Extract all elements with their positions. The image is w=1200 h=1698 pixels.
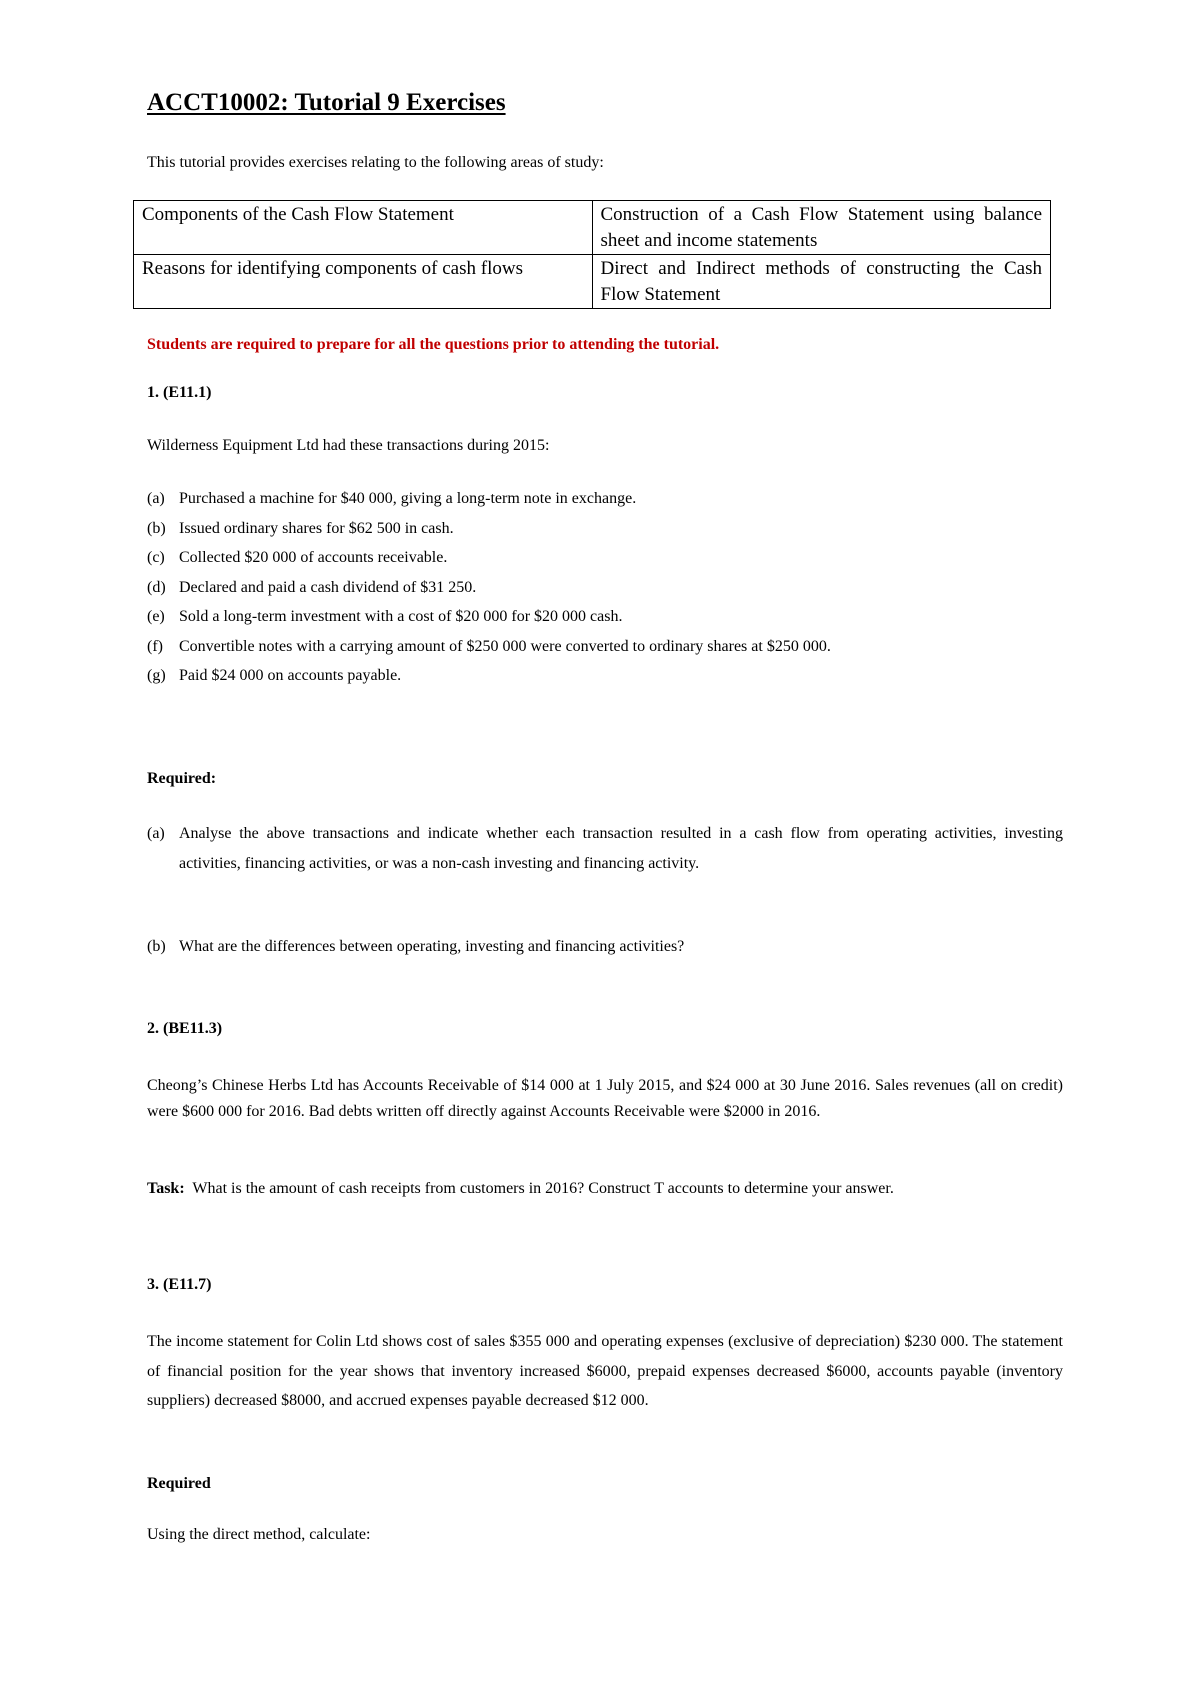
list-item: [147, 932, 1063, 962]
list-item: [147, 661, 1063, 691]
item-text: Convertible notes with a carrying amount of $250 000 were converted to ordinary shares at $250 000.: [179, 637, 831, 655]
item-text: Purchased a machine for $40 000, giving a long-term note in exchange.: [179, 490, 637, 507]
question-1-required-list: [147, 819, 1063, 878]
table-cell: Construction of a Cash Flow Statement using balance sheet and income statements: [592, 201, 1051, 255]
item-label: (e): [147, 608, 165, 625]
table-cell: Direct and Indirect methods of constructing the Cash Flow Statement: [592, 255, 1051, 309]
table-cell: Reasons for identifying components of cash flows: [134, 255, 593, 309]
list-item: [147, 632, 1063, 662]
item-label: (c): [147, 549, 165, 566]
item-text: What are the differences between operating, investing and financing activities?: [179, 938, 685, 955]
item-text: Analyse the above transactions and indicate whether each transaction resulted in a cash flow from operating activities, investing activities, financing activities, or was a non-cash investing and financing activity.: [179, 825, 1063, 872]
topics-table: [133, 200, 1051, 309]
item-label: (d): [147, 578, 166, 596]
item-text: Collected $20 000 of accounts receivable.: [179, 549, 448, 566]
list-item: [147, 602, 1063, 632]
item-label: (b): [147, 938, 166, 955]
item-text: Issued ordinary shares for $62 500 in cash.: [179, 519, 454, 537]
intro-text: This tutorial provides exercises relating to the following areas of study:: [147, 154, 604, 171]
item-label: (g): [147, 667, 166, 684]
question-3-body: The income statement for Colin Ltd shows cost of sales $355 000 and operating expenses (exclusive of depreciation) $230 000. The statement of financial position for the year shows that inventory increased $6000, prepaid expenses decreased $6000, accounts payable (inventory suppliers) decreased $8000, and accrued expenses payable decreased $12 000.: [147, 1333, 1063, 1409]
question-1-intro: Wilderness Equipment Ltd had these transactions during 2015:: [147, 437, 550, 454]
question-3-required-label: Required: [147, 1475, 211, 1492]
page-title: ACCT10002: Tutorial 9 Exercises: [147, 89, 506, 116]
question-2-task: [147, 1176, 1063, 1202]
list-item: [147, 543, 1063, 573]
question-1-transactions: [147, 484, 1063, 691]
table-cell: Components of the Cash Flow Statement: [134, 201, 593, 255]
list-item: [147, 514, 1063, 544]
question-3-heading: 3. (E11.7): [147, 1276, 212, 1293]
question-2-heading: 2. (BE11.3): [147, 1020, 223, 1037]
item-label: (a): [147, 825, 165, 842]
item-text: Declared and paid a cash dividend of $31 250.: [179, 578, 477, 596]
table-row: [134, 201, 1051, 255]
task-text: What is the amount of cash receipts from customers in 2016? Construct T accounts to determine your answer.: [192, 1180, 894, 1197]
question-1-heading: 1. (E11.1): [147, 384, 212, 401]
item-label: (a): [147, 490, 165, 507]
task-label: Task:: [147, 1180, 185, 1197]
preparation-notice: Students are required to prepare for all the questions prior to attending the tutorial.: [147, 336, 720, 353]
question-1-required-list: [147, 932, 1063, 962]
question-3-required-text: Using the direct method, calculate:: [147, 1526, 371, 1543]
list-item: [147, 819, 1063, 878]
question-1-required-label: Required:: [147, 770, 217, 787]
item-label: (f): [147, 637, 163, 655]
item-text: Sold a long-term investment with a cost of $20 000 for $20 000 cash.: [179, 608, 623, 625]
list-item: [147, 484, 1063, 514]
item-label: (b): [147, 519, 166, 537]
table-row: [134, 255, 1051, 309]
list-item: [147, 573, 1063, 603]
item-text: Paid $24 000 on accounts payable.: [179, 667, 402, 684]
question-2-body: Cheong’s Chinese Herbs Ltd has Accounts Receivable of $14 000 at 1 July 2015, and $24 000 at 30 June 2016. Sales revenues (all on credit) were $600 000 for 2016. Bad debts written off directly against Accounts Receivable were $2000 in 2016.: [147, 1077, 1063, 1120]
